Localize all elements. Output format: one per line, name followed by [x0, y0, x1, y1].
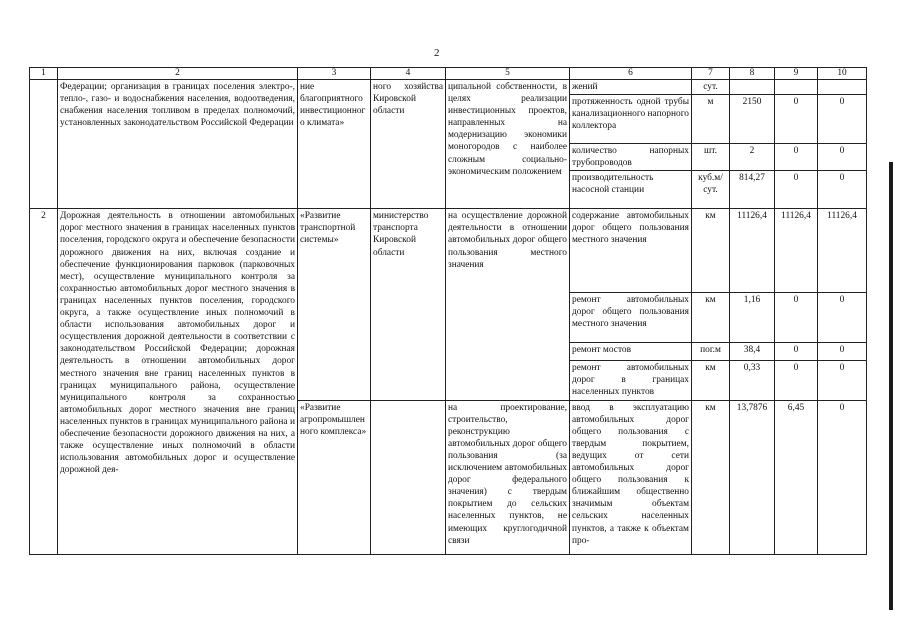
indicator-name: производительность насосной станции — [570, 171, 692, 209]
indicator-value-year1: 1,16 — [730, 293, 775, 343]
header-cell: 3 — [298, 68, 371, 80]
indicator-name: ремонт мостов — [570, 343, 692, 361]
indicator-name: протяженность одной трубы канализационного напорного коллектора — [570, 95, 692, 144]
indicator-value-year2 — [775, 80, 818, 95]
indicator-value-year3: 0 — [818, 361, 867, 400]
indicator-name: ремонт автомобильных дорог общего пользования местного значения — [570, 293, 692, 343]
indicator-unit: сут. — [692, 80, 730, 95]
indicator-value-year1: 11126,4 — [730, 209, 775, 293]
subsidy-purpose: на проектирование, строительство, реконструкцию автомобильных дорог общего пользования (за исключением автомобильных дорог федерального значения) с твердым покрытием до сельских населенных пунктов, не имеющих круглогодичной связи — [446, 400, 570, 554]
indicator-name: ввод в эксплуатацию автомобильных дорог общего пользования с твердым покрытием, ведущих от сети автомобильных дорог общего пользования к ближайшим общественно значимым объектам сельских населенных пунктов, а также к объектам про- — [570, 400, 692, 554]
indicator-value-year2: 0 — [775, 361, 818, 400]
indicator-value-year1: 814,27 — [730, 171, 775, 209]
indicator-unit: шт. — [692, 144, 730, 171]
indicator-value-year2: 0 — [775, 343, 818, 361]
indicator-unit: м — [692, 95, 730, 144]
indicator-value-year2: 6,45 — [775, 400, 818, 554]
indicator-value-year2: 11126,4 — [775, 209, 818, 293]
indicator-value-year3: 0 — [818, 400, 867, 554]
responsible-body — [371, 400, 446, 554]
indicator-value-year3: 0 — [818, 293, 867, 343]
indicator-value-year1: 2 — [730, 144, 775, 171]
header-cell: 2 — [58, 68, 298, 80]
program-name: «Развитие транспортной системы» — [298, 209, 371, 400]
header-cell: 7 — [692, 68, 730, 80]
header-cell: 5 — [446, 68, 570, 80]
indicator-name: количество напорных трубопроводов — [570, 144, 692, 171]
indicator-unit: км — [692, 293, 730, 343]
program-name: «Развитие агропромышленного комплекса» — [298, 400, 371, 554]
table-row — [30, 209, 867, 293]
indicator-value-year1: 2150 — [730, 95, 775, 144]
indicator-unit: пог.м — [692, 343, 730, 361]
page-number: 2 — [434, 47, 440, 59]
table-row-continued — [30, 80, 867, 95]
indicator-value-year3 — [818, 80, 867, 95]
indicator-name: ремонт автомобильных дорог в границах населенных пунктов — [570, 361, 692, 400]
header-row — [30, 68, 867, 80]
subsidy-purpose: ципальной собственности, в целях реализации инвестиционных проектов, направленных на модернизацию экономики моногородов с наиболее сложным социально-экономическим положением — [446, 80, 570, 209]
scan-edge-shadow — [889, 162, 893, 610]
program-name: ние благоприятного инвестиционного климата» — [298, 80, 371, 209]
indicator-unit: куб.м/сут. — [692, 171, 730, 209]
powers-description: Федерации; организация в границах поселения электро-, тепло-, газо- и водоснабжения населения, водоотведения, снабжения населения топливом в пределах полномочий, установленных законодательством Российской Федерации — [58, 80, 298, 209]
indicator-value-year1 — [730, 80, 775, 95]
indicator-unit: км — [692, 209, 730, 293]
header-cell: 9 — [775, 68, 818, 80]
indicator-value-year3: 11126,4 — [818, 209, 867, 293]
responsible-body: министерство транспорта Кировской области — [371, 209, 446, 400]
subsidy-purpose: на осуществление дорожной деятельности в отношении автомобильных дорог общего пользования местного значения — [446, 209, 570, 400]
header-cell: 4 — [371, 68, 446, 80]
row-number-cell — [30, 80, 58, 209]
indicator-unit: км — [692, 400, 730, 554]
indicator-name: жений — [570, 80, 692, 95]
indicator-value-year1: 38,4 — [730, 343, 775, 361]
header-cell: 10 — [818, 68, 867, 80]
header-cell: 8 — [730, 68, 775, 80]
header-cell: 1 — [30, 68, 58, 80]
indicator-value-year1: 0,33 — [730, 361, 775, 400]
indicator-unit: км — [692, 361, 730, 400]
responsible-body: ного хозяйства Кировской области — [371, 80, 446, 209]
powers-description: Дорожная деятельность в отношении автомобильных дорог местного значения в границах населенных пунктов поселения, городского округа и обеспечение безопасности дорожного движения на них, включая создание и обеспечение функционирования парковок (парковочных мест), осуществление муниципального контроля за сохранностью автомобильных дорог местного значения в границах населенных пунктов поселения, городского округа, а также осуществление иных полномочий в области использования автомобильных дорог и осуществления дорожной деятельности в соответствии с законодательством Российской Федерации; дорожная деятельность в отношении автомобильных дорог местного значения вне границ населенных пунктов в границах муниципального района, осуществление муниципального контроля за сохранностью автомобильных дорог местного значения вне границ населенных пунктов в границах муниципального района и обеспечение безопасности дорожного движения на них, а также осуществление иных полномочий в области использования автомобильных дорог и осуществление дорожной дея- — [58, 209, 298, 554]
indicator-value-year3: 0 — [818, 95, 867, 144]
indicator-value-year3: 0 — [818, 343, 867, 361]
indicator-value-year1: 13,7876 — [730, 400, 775, 554]
indicators-table — [29, 67, 867, 555]
indicator-value-year2: 0 — [775, 95, 818, 144]
indicator-value-year3: 0 — [818, 144, 867, 171]
indicator-value-year3: 0 — [818, 171, 867, 209]
indicator-value-year2: 0 — [775, 144, 818, 171]
row-number-cell: 2 — [30, 209, 58, 554]
indicator-value-year2: 0 — [775, 293, 818, 343]
indicator-value-year2: 0 — [775, 171, 818, 209]
header-cell: 6 — [570, 68, 692, 80]
indicator-name: содержание автомобильных дорог общего пользования местного значения — [570, 209, 692, 293]
